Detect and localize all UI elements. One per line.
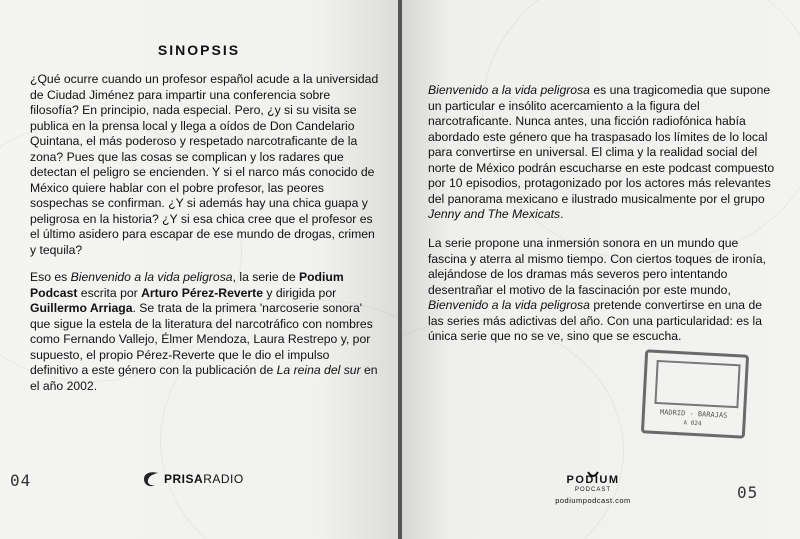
description-paragraph-1: Bienvenido a la vida peligrosa es una tragicomedia que supone un particular e insólito acercamiento a la figura del narcotraficante. Nunca antes, una ficción radiofónica había abordado este género que ha traspasado los límites de lo local para convertirse en universal. El clima y la realidad social del norte de México podrán escucharse en este podcast compuesto por 10 episodios, protagonizado por los actores más relevantes del panorama mexicano e ilustrado musicalmente por el grupo Jenny and The Mexicats. [428, 83, 775, 221]
right-page [402, 0, 800, 539]
page-number: 05 [737, 483, 759, 502]
podium-logo-icon [586, 466, 600, 474]
description-paragraph-2: La serie propone una inmersión sonora en un mundo que fascina y aterra al mismo tiempo. Con ciertos toques de ironía, alejándose de los dramas más severos pero intentando desentrañar el motivo de la fascinación por este mundo, Bienvenido a la vida peligrosa pretende convertirse en una de las series más adictivas del año. Con una particularidad: es la única serie que no se ve, sino que se escucha. [428, 236, 767, 343]
prisa-radio-logo: PRISARADIO [142, 470, 244, 488]
prisa-logo-icon [142, 470, 160, 488]
page-title: SINOPSIS [157, 42, 241, 58]
synopsis-paragraph-1: ¿Qué ocurre cuando un profesor español acude a la universidad de Ciudad Jiménez para impartir una conferencia sobre filosofía? En principio, nada especial. Pero, ¿y si su visita se publica en la prensa local y llega a oídos de Don Candelario Quintana, el más poderoso y respetado narcotraficante de la zona? Pues que las cosas se complican y los radares que detectan el peligro se encienden. Y si el narco más conocido de México quiere hablar con el pobre profesor, las peores sospechas se confirman. ¿Y si además hay una chica guapa y peligrosa en la historia? ¿Y si esa chica cree que el profesor es el último asidero para escapar de ese mundo de drogas, crimen y tequila? [30, 72, 379, 257]
page-number: 04 [10, 471, 32, 490]
left-page [0, 0, 398, 539]
passport-stamp: MADRID - BARAJAS A 024 [641, 349, 749, 438]
podium-url: podiumpodcast.com [555, 496, 631, 505]
podium-podcast-logo: PODIUM PODCAST podiumpodcast.com [543, 466, 643, 505]
synopsis-paragraph-2: Eso es Bienvenido a la vida peligrosa, la serie de Podium Podcast escrita por Arturo Pérez-Reverte y dirigida por Guillermo Arriaga. Se trata de la primera 'narcoserie sonora' que sigue la estela de la literatura del narcotráfico con nombres como Fernando Vallejo, Élmer Mendoza, Laura Restrepo y, por supuesto, el propio Pérez-Reverte que le dio el impulso definitivo a este género con la publicación de La reina del sur en el año 2002. [30, 270, 378, 393]
background-pattern [402, 320, 624, 539]
